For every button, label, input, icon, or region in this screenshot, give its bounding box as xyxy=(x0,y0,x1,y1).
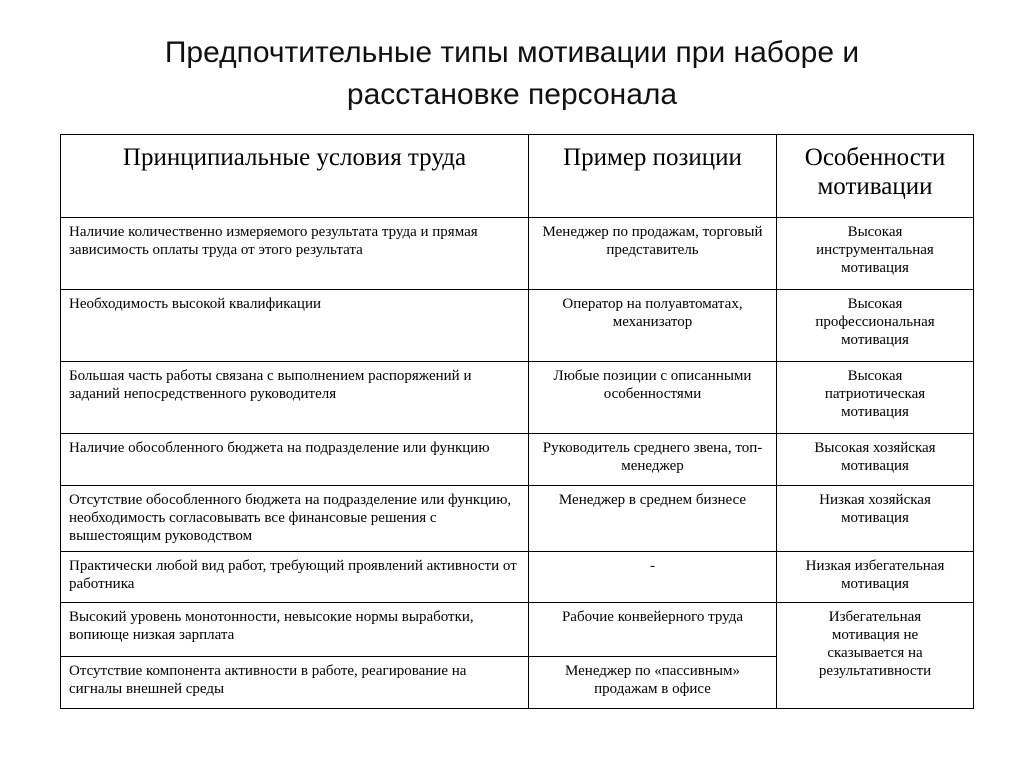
table-row xyxy=(61,552,974,603)
motivation-cell: Низкая избегательная мотивация xyxy=(777,552,974,603)
motivation-cell: Высокая патриотическая мотивация xyxy=(777,362,974,434)
table-row xyxy=(61,362,974,434)
page-title xyxy=(0,32,1024,116)
condition-cell: Наличие количественно измеряемого результата труда и прямая зависимость оплаты труда от этого результата xyxy=(61,218,529,290)
condition-cell: Практически любой вид работ, требующий проявлений активности от работника xyxy=(61,552,529,603)
condition-cell: Большая часть работы связана с выполнением распоряжений и заданий непосредственного руководителя xyxy=(61,362,529,434)
condition-cell: Необходимость высокой квалификации xyxy=(61,290,529,362)
position-cell: Менеджер по продажам, торговый представитель xyxy=(529,218,777,290)
motivation-table xyxy=(60,134,974,709)
condition-cell: Отсутствие обособленного бюджета на подразделение или функцию, необходимость согласовывать все финансовые решения с вышестоящим руководством xyxy=(61,486,529,552)
condition-cell: Отсутствие компонента активности в работе, реагирование на сигналы внешней среды xyxy=(61,657,529,709)
position-cell: - xyxy=(529,552,777,603)
header-motivation: Особенности мотивации xyxy=(777,135,974,218)
position-cell: Рабочие конвейерного труда xyxy=(529,603,777,657)
position-cell: Менеджер по «пассивным» продажам в офисе xyxy=(529,657,777,709)
condition-cell: Высокий уровень монотонности, невысокие нормы выработки, вопиюще низкая зарплата xyxy=(61,603,529,657)
motivation-cell-merged: Избегательная мотивация не сказывается на результативности xyxy=(777,603,974,709)
header-conditions: Принципиальные условия труда xyxy=(61,135,529,218)
table-row xyxy=(61,434,974,486)
table-row xyxy=(61,603,974,657)
title-line-2: расстановке персонала xyxy=(346,78,678,111)
motivation-cell: Высокая хозяйская мотивация xyxy=(777,434,974,486)
position-cell: Оператор на полуавтоматах, механизатор xyxy=(529,290,777,362)
table-header-row xyxy=(61,135,974,218)
table-row xyxy=(61,218,974,290)
table-row xyxy=(61,290,974,362)
motivation-cell: Высокая инструментальная мотивация xyxy=(777,218,974,290)
condition-cell: Наличие обособленного бюджета на подразделение или функцию xyxy=(61,434,529,486)
motivation-cell: Высокая профессиональная мотивация xyxy=(777,290,974,362)
motivation-cell: Низкая хозяйская мотивация xyxy=(777,486,974,552)
position-cell: Менеджер в среднем бизнесе xyxy=(529,486,777,552)
table-row xyxy=(61,486,974,552)
position-cell: Руководитель среднего звена, топ-менеджер xyxy=(529,434,777,486)
title-line-1: Предпочтительные типы мотивации при наборе и xyxy=(164,36,860,69)
position-cell: Любые позиции с описанными особенностями xyxy=(529,362,777,434)
header-position: Пример позиции xyxy=(529,135,777,218)
